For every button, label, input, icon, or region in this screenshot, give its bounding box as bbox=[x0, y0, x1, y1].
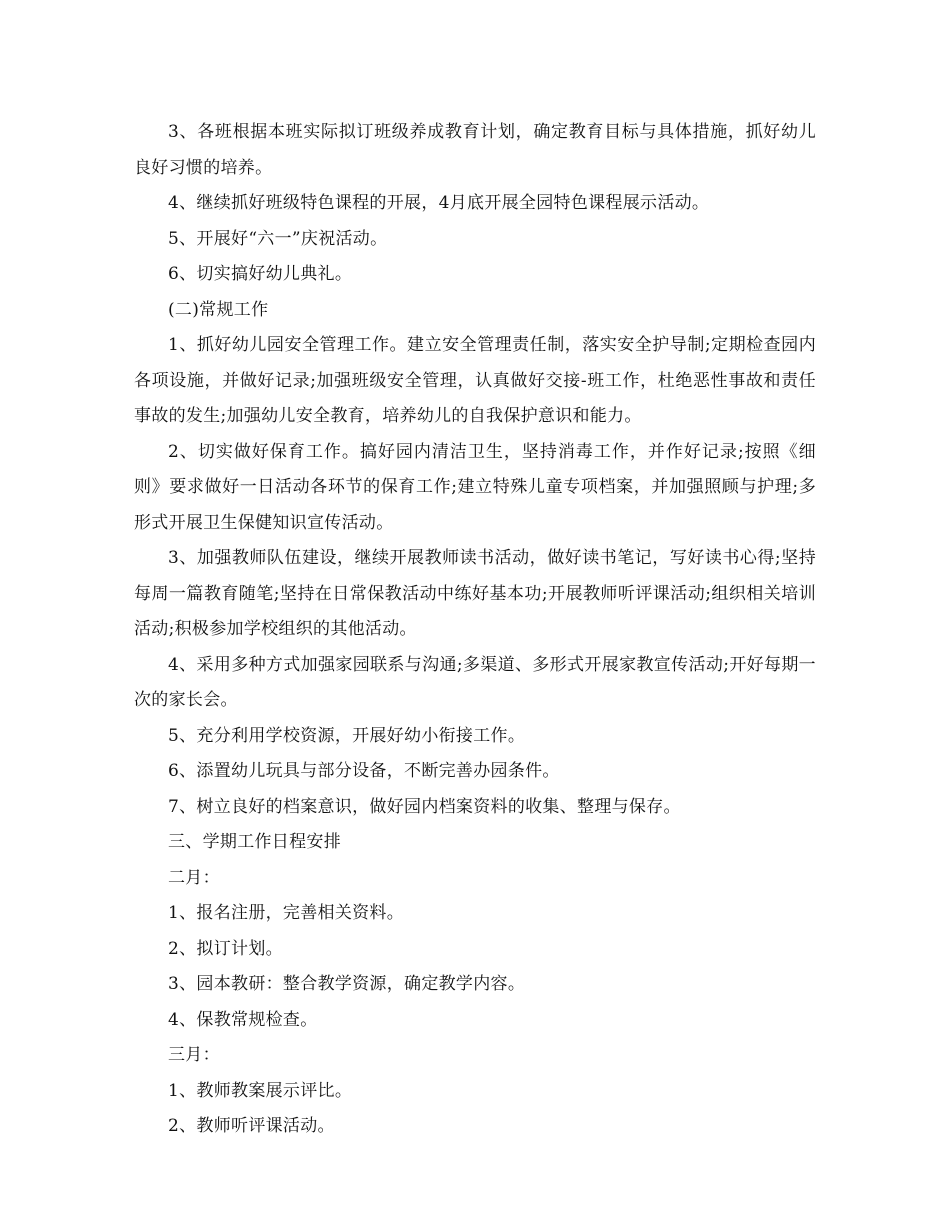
paragraph-safety-management: 1、抓好幼儿园安全管理工作。建立安全管理责任制，落实安全护导制;定期检查园内各项设施，并做好记录;加强班级安全管理，认真做好交接-班工作，杜绝恶性事故和责任事故的发生;加强幼儿安全教育，培养幼儿的自我保护意识和能力。 bbox=[134, 335, 816, 426]
month-heading-march: 三月： bbox=[168, 1045, 220, 1065]
paragraph-children-day: 5、开展好“六一”庆祝活动。 bbox=[168, 228, 388, 249]
paragraph-archives: 7、树立良好的档案意识，做好园内档案资料的收集、整理与保存。 bbox=[168, 796, 681, 817]
section-heading-routine-work: (二)常规工作 bbox=[168, 299, 269, 320]
list-item-research: 3、园本教研：整合教学资源，确定教学内容。 bbox=[168, 974, 526, 994]
list-item-planning: 2、拟订计划。 bbox=[168, 938, 283, 959]
document-body bbox=[134, 115, 816, 1145]
list-item-lesson-plan-contest: 1、教师教案展示评比。 bbox=[168, 1080, 353, 1101]
paragraph-teacher-team: 3、加强教师队伍建设，继续开展教师读书活动，做好读书笔记，写好读书心得;坚持每周一篇教育随笔;坚持在日常保教活动中练好基本功;开展教师听评课活动;组织相关培训活动;积极参加学校组织的其他活动。 bbox=[134, 548, 816, 639]
paragraph-equipment: 6、添置幼儿玩具与部分设备，不断完善办园条件。 bbox=[168, 761, 560, 781]
paragraph-habit-plan: 3、各班根据本班实际拟订班级养成教育计划，确定教育目标与具体措施，抓好幼儿良好习惯的培养。 bbox=[134, 122, 816, 178]
paragraph-home-school-contact: 4、采用多种方式加强家园联系与沟通;多渠道、多形式开展家教宣传活动;开好每期一次的家长会。 bbox=[134, 654, 816, 710]
paragraph-childcare-work: 2、切实做好保育工作。搞好园内清洁卫生，坚持消毒工作，并作好记录;按照《细则》要求做好一日活动各环节的保育工作;建立特殊儿童专项档案，并加强照顾与护理;多形式开展卫生保健知识宣传活动。 bbox=[134, 441, 816, 533]
list-item-inspection: 4、保教常规检查。 bbox=[168, 1009, 318, 1030]
paragraph-school-transition: 5、充分利用学校资源，开展好幼小衔接工作。 bbox=[168, 725, 526, 746]
paragraph-feature-course: 4、继续抓好班级特色课程的开展，4月底开展全园特色课程展示活动。 bbox=[168, 193, 710, 213]
list-item-lesson-evaluation: 2、教师听评课活动。 bbox=[168, 1116, 335, 1136]
paragraph-ceremony: 6、切实搞好幼儿典礼。 bbox=[168, 264, 353, 284]
list-item-registration: 1、报名注册，完善相关资料。 bbox=[168, 903, 405, 923]
month-heading-february: 二月： bbox=[168, 867, 220, 888]
section-heading-schedule: 三、学期工作日程安排 bbox=[168, 832, 341, 852]
